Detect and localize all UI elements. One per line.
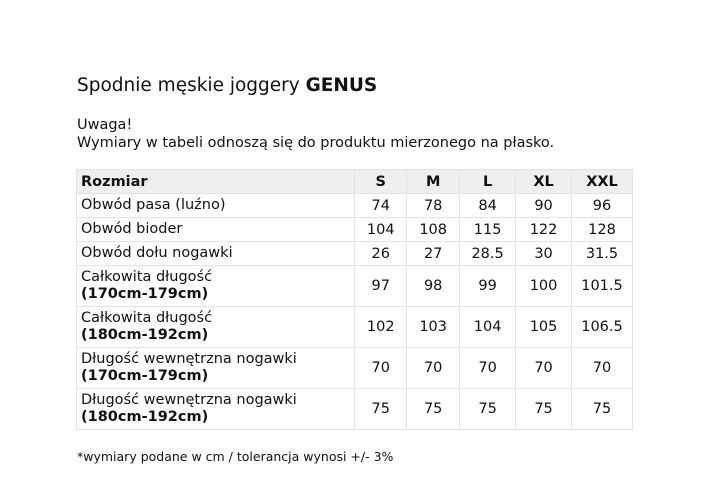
table-cell: 75 bbox=[516, 389, 572, 430]
table-cell: 74 bbox=[355, 194, 407, 218]
table-cell: 70 bbox=[572, 348, 633, 389]
table-cell: 105 bbox=[516, 307, 572, 348]
row-label-text: Obwód pasa (luźno) bbox=[81, 197, 226, 213]
table-row bbox=[77, 389, 633, 430]
size-chart-document bbox=[77, 74, 637, 464]
table-cell: 104 bbox=[460, 307, 516, 348]
header-size-m: M bbox=[407, 170, 460, 194]
header-size-s: S bbox=[355, 170, 407, 194]
row-label bbox=[77, 194, 355, 218]
row-label-text: Obwód dołu nogawki bbox=[81, 245, 233, 261]
row-label bbox=[77, 307, 355, 348]
row-label-range: (180cm-192cm) bbox=[81, 327, 209, 343]
row-label bbox=[77, 218, 355, 242]
size-table bbox=[76, 169, 633, 430]
table-cell: 26 bbox=[355, 242, 407, 266]
table-cell: 27 bbox=[407, 242, 460, 266]
row-label-text: Długość wewnętrzna nogawki bbox=[81, 351, 297, 367]
table-row bbox=[77, 242, 633, 266]
table-cell: 122 bbox=[516, 218, 572, 242]
table-cell: 100 bbox=[516, 266, 572, 307]
row-label-range: (180cm-192cm) bbox=[81, 409, 209, 425]
table-cell: 101.5 bbox=[572, 266, 633, 307]
header-size-xl: XL bbox=[516, 170, 572, 194]
table-row bbox=[77, 266, 633, 307]
title-prefix: Spodnie męskie joggery bbox=[77, 75, 300, 96]
table-cell: 75 bbox=[460, 389, 516, 430]
table-cell: 70 bbox=[407, 348, 460, 389]
row-label bbox=[77, 389, 355, 430]
table-cell: 70 bbox=[355, 348, 407, 389]
row-label bbox=[77, 242, 355, 266]
table-cell: 28.5 bbox=[460, 242, 516, 266]
page-title bbox=[77, 74, 637, 98]
table-cell: 75 bbox=[355, 389, 407, 430]
table-cell: 99 bbox=[460, 266, 516, 307]
table-cell: 70 bbox=[460, 348, 516, 389]
table-cell: 102 bbox=[355, 307, 407, 348]
row-label-text: Całkowita długość bbox=[81, 269, 213, 285]
table-cell: 70 bbox=[516, 348, 572, 389]
table-cell: 30 bbox=[516, 242, 572, 266]
table-row bbox=[77, 307, 633, 348]
note-heading: Uwaga! bbox=[77, 117, 133, 133]
header-size-xxl: XXL bbox=[572, 170, 633, 194]
table-header-row bbox=[77, 170, 633, 194]
header-size-l: L bbox=[460, 170, 516, 194]
table-cell: 128 bbox=[572, 218, 633, 242]
table-cell: 31.5 bbox=[572, 242, 633, 266]
row-label-range: (170cm-179cm) bbox=[81, 368, 209, 384]
row-label-text: Długość wewnętrzna nogawki bbox=[81, 392, 297, 408]
tolerance-footnote: *wymiary podane w cm / tolerancja wynosi +/- 3% bbox=[77, 449, 394, 464]
table-cell: 97 bbox=[355, 266, 407, 307]
table-cell: 75 bbox=[572, 389, 633, 430]
table-cell: 84 bbox=[460, 194, 516, 218]
row-label-text: Całkowita długość bbox=[81, 310, 213, 326]
table-cell: 98 bbox=[407, 266, 460, 307]
table-cell: 90 bbox=[516, 194, 572, 218]
table-row bbox=[77, 218, 633, 242]
table-row bbox=[77, 348, 633, 389]
row-label bbox=[77, 266, 355, 307]
table-cell: 104 bbox=[355, 218, 407, 242]
measurement-note bbox=[77, 116, 637, 152]
table-cell: 96 bbox=[572, 194, 633, 218]
note-text: Wymiary w tabeli odnoszą się do produktu mierzonego na płasko. bbox=[77, 135, 555, 151]
table-cell: 106.5 bbox=[572, 307, 633, 348]
row-label-text: Obwód bioder bbox=[81, 221, 183, 237]
title-brand: GENUS bbox=[305, 75, 378, 96]
table-cell: 108 bbox=[407, 218, 460, 242]
table-cell: 75 bbox=[407, 389, 460, 430]
row-label bbox=[77, 348, 355, 389]
table-cell: 78 bbox=[407, 194, 460, 218]
table-cell: 115 bbox=[460, 218, 516, 242]
header-size-label: Rozmiar bbox=[77, 170, 355, 194]
table-cell: 103 bbox=[407, 307, 460, 348]
row-label-range: (170cm-179cm) bbox=[81, 286, 209, 302]
table-row bbox=[77, 194, 633, 218]
